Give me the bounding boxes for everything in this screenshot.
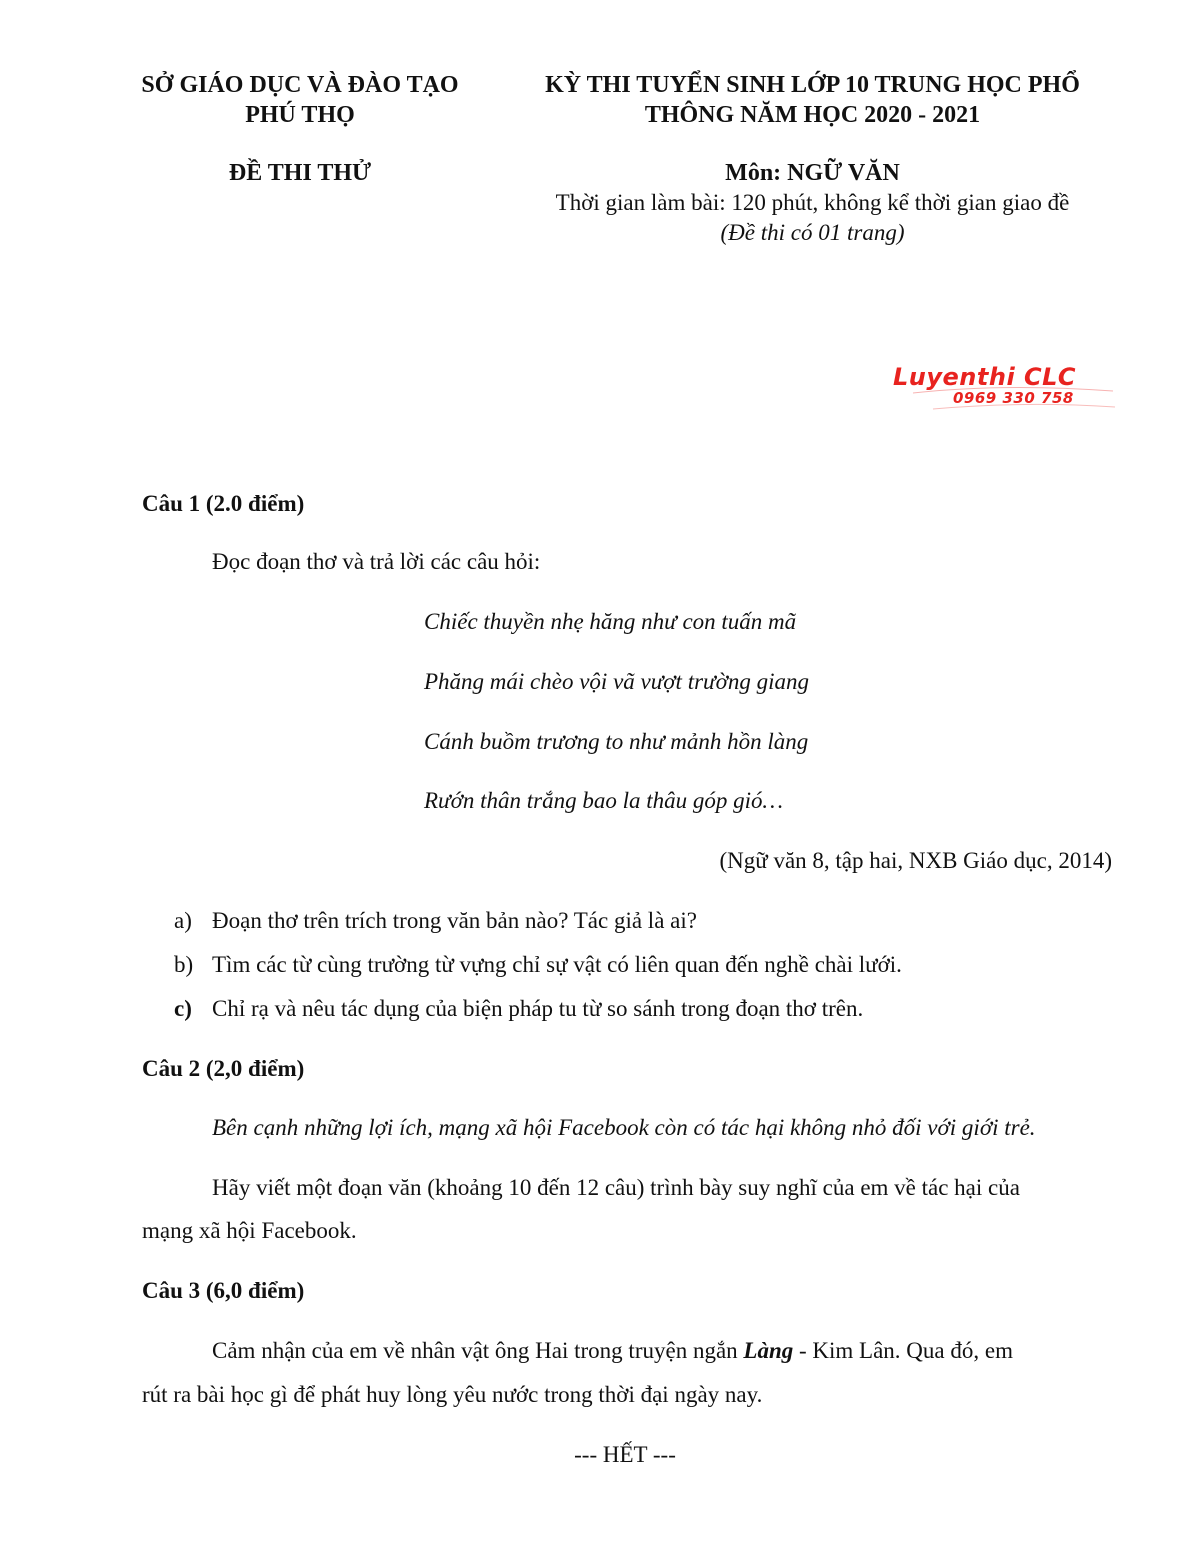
list-item xyxy=(174,906,1114,936)
poem-source: (Ngữ văn 8, tập hai, NXB Giáo dục, 2014) xyxy=(719,848,1112,873)
list-item-text: Tìm các từ cùng trường từ vựng chỉ sự vật có liên quan đến nghề chài lưới. xyxy=(212,952,902,977)
issuer-department: SỞ GIÁO DỤC VÀ ĐÀO TẠO xyxy=(141,72,459,98)
question-2-title: Câu 2 (2,0 điểm) xyxy=(142,1056,305,1081)
list-item xyxy=(174,994,1114,1024)
pages-note: (Đề thi có 01 trang) xyxy=(720,220,905,245)
question-2-prompt-line1: Hãy viết một đoạn văn (khoảng 10 đến 12 câu) trình bày suy nghĩ của em về tác hại của xyxy=(212,1175,1020,1200)
watermark-name: Luyenthi CLC xyxy=(893,363,1077,391)
watermark-logo xyxy=(893,363,1118,413)
question-3-text-before: Cảm nhận của em về nhân vật ông Hai trong truyện ngắn xyxy=(212,1338,744,1363)
poem-line: Cánh buồm trương to như mảnh hồn làng xyxy=(424,729,809,754)
question-3-line1 xyxy=(212,1336,1013,1366)
issuer-block xyxy=(110,70,490,130)
list-marker: a) xyxy=(174,908,192,933)
issuer-province: PHÚ THỌ xyxy=(245,102,355,128)
question-2-quote: Bên cạnh những lợi ích, mạng xã hội Facebook còn có tác hại không nhỏ đối với giới trẻ. xyxy=(212,1115,1036,1140)
exam-type-label: ĐỀ THI THỬ xyxy=(228,160,372,186)
list-marker: c) xyxy=(174,996,192,1021)
question-3-line2: rút ra bài học gì để phát huy lòng yêu nước trong thời đại ngày nay. xyxy=(142,1382,763,1407)
work-title: Làng xyxy=(743,1338,794,1363)
exam-title-line2: THÔNG NĂM HỌC 2020 - 2021 xyxy=(644,102,981,128)
list-marker: b) xyxy=(174,952,194,977)
exam-duration: Thời gian làm bài: 120 phút, không kể thời gian giao đề xyxy=(555,190,1070,215)
list-item-text: Đoạn thơ trên trích trong văn bản nào? Tác giả là ai? xyxy=(212,908,697,933)
question-2-prompt-line2: mạng xã hội Facebook. xyxy=(142,1218,357,1243)
exam-title-line1: KỲ THI TUYỂN SINH LỚP 10 TRUNG HỌC PHỔ xyxy=(545,72,1080,98)
question-3-title: Câu 3 (6,0 điểm) xyxy=(142,1278,305,1303)
subject-title: Môn: NGỮ VĂN xyxy=(725,160,900,186)
question-3-text-after: - Kim Lân. Qua đó, em xyxy=(793,1338,1013,1363)
end-marker: --- HẾT --- xyxy=(574,1442,676,1467)
watermark-phone: 0969 330 758 xyxy=(953,389,1074,407)
poem-line: Rướn thân trắng bao la thâu góp gió… xyxy=(424,788,783,813)
list-item-text: Chỉ rạ và nêu tác dụng của biện pháp tu từ so sánh trong đoạn thơ trên. xyxy=(212,996,864,1021)
question-1-instruction: Đọc đoạn thơ và trả lời các câu hỏi: xyxy=(212,549,541,574)
question-1-title: Câu 1 (2.0 điểm) xyxy=(142,491,305,516)
subject-block xyxy=(500,158,1125,248)
list-item xyxy=(174,950,1114,980)
poem-line: Chiếc thuyền nhẹ hăng như con tuấn mã xyxy=(424,609,797,634)
poem-line: Phăng mái chèo vội vã vượt trường giang xyxy=(424,669,809,694)
exam-title-block xyxy=(500,70,1125,130)
